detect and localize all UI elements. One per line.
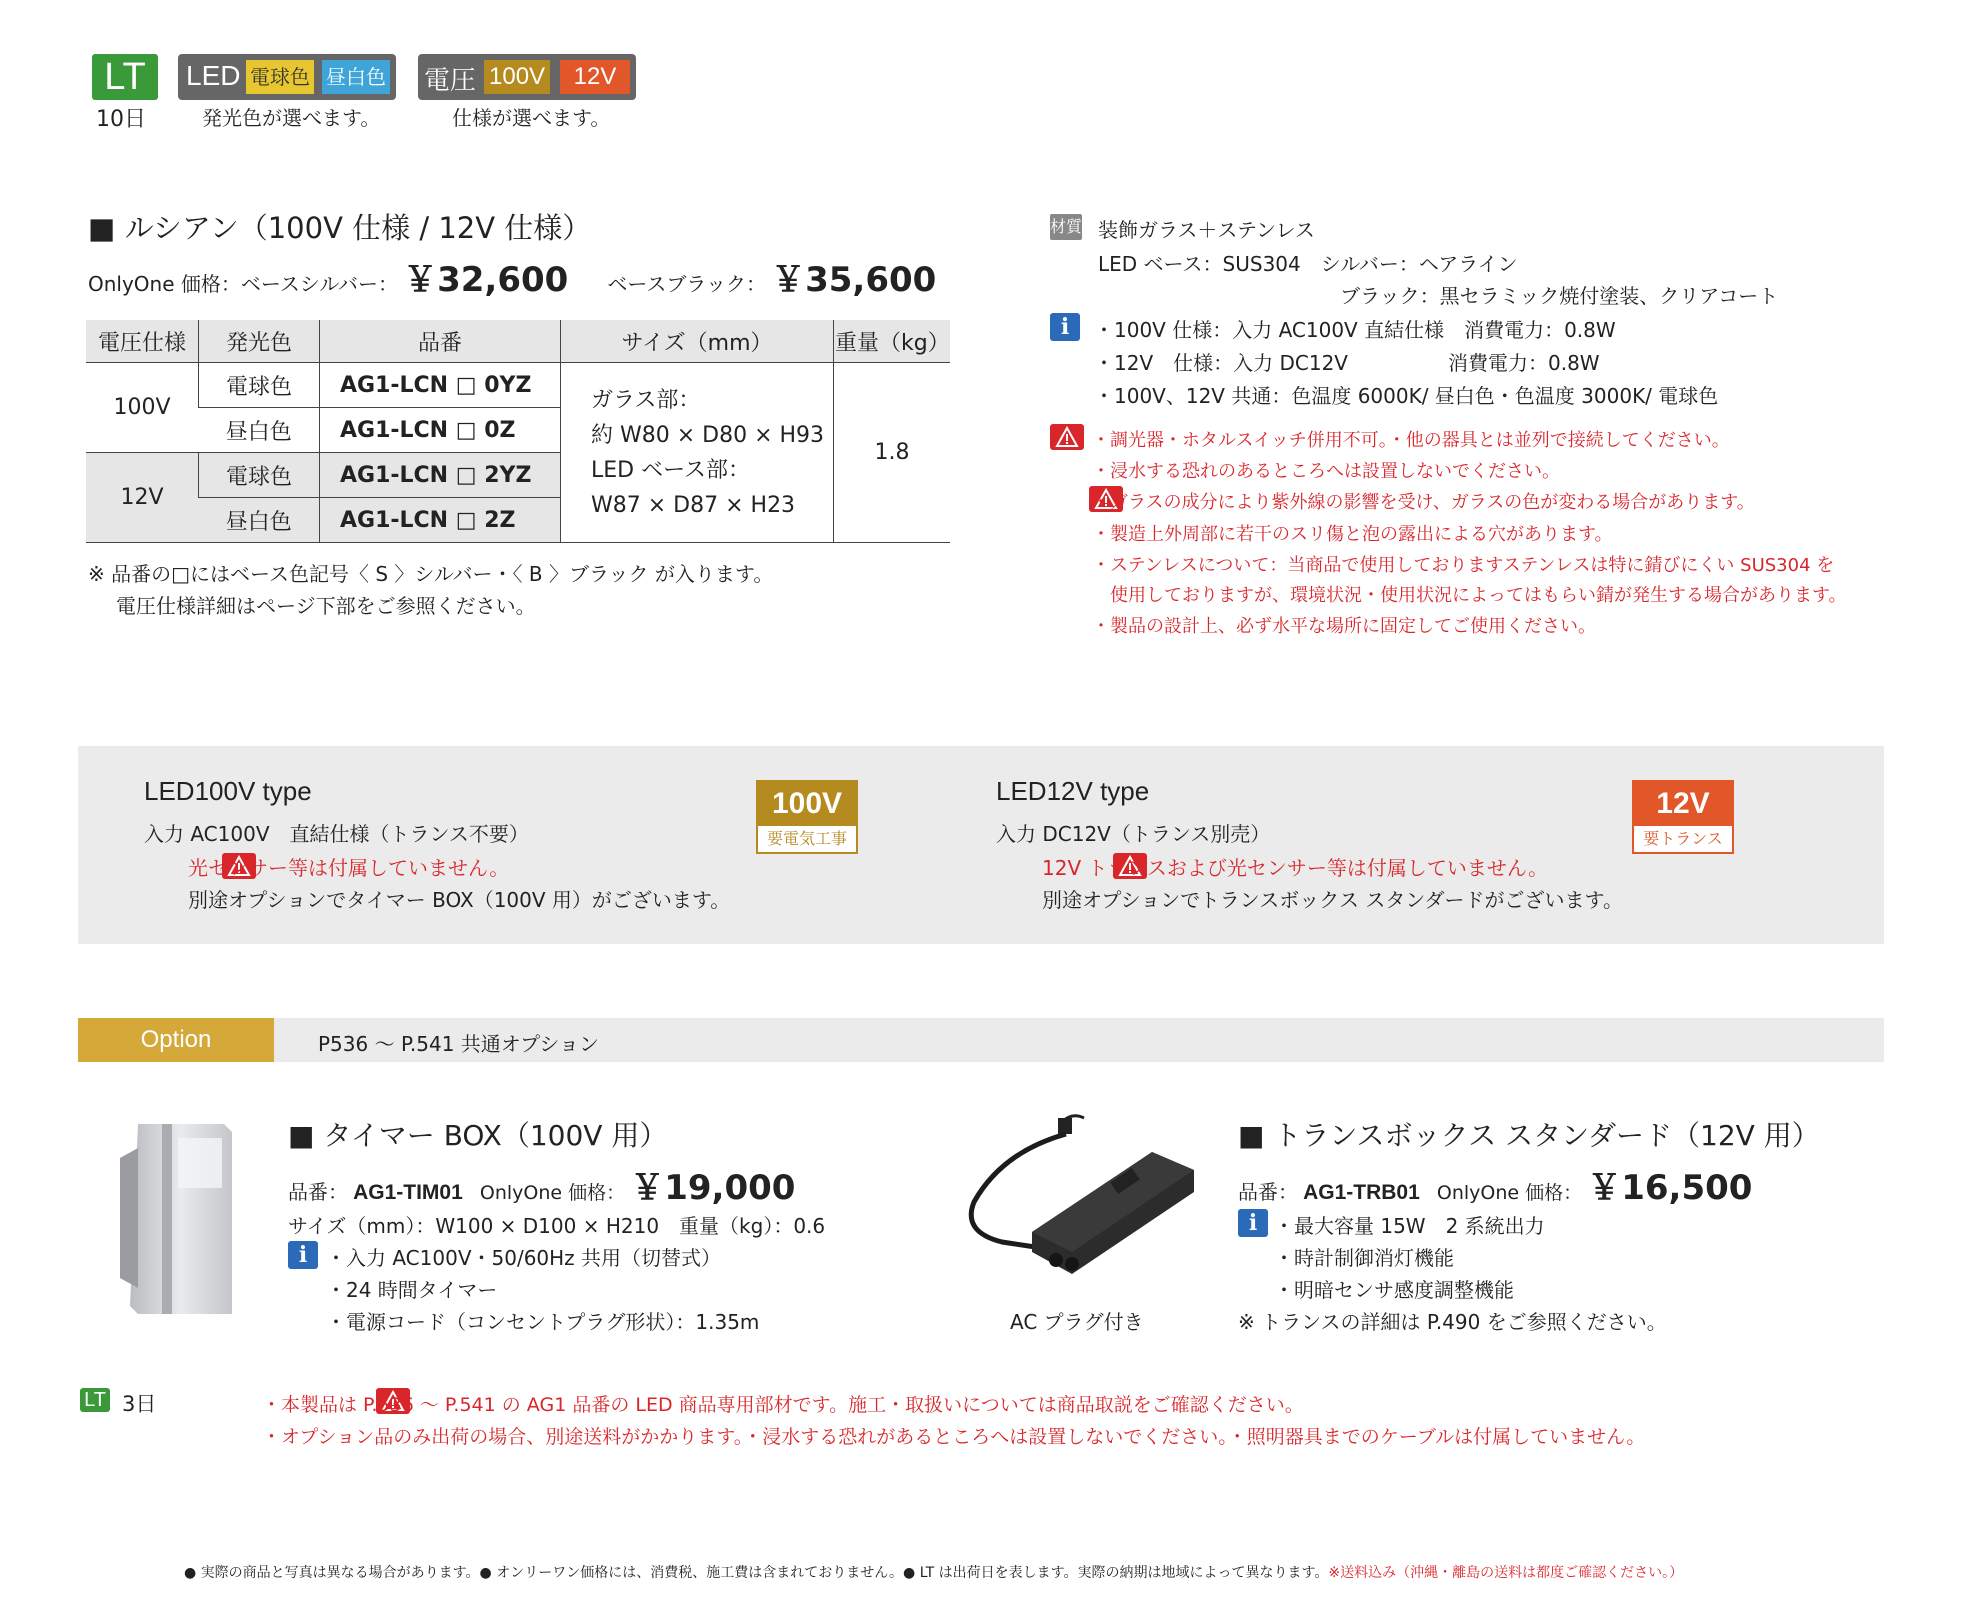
header-color: 発光色: [199, 320, 320, 363]
info-icon: i: [1050, 313, 1080, 341]
size-line: ガラス部：: [591, 387, 701, 413]
price-line: [88, 252, 936, 301]
price-silver: ￥32,600: [403, 260, 569, 300]
led-badge: [178, 54, 396, 100]
warning-line: ・ステンレスについて：当商品で使用しておりますステンレスは特に錆びにくい SUS304 を: [1092, 555, 1835, 576]
lt-badge: LT: [92, 54, 158, 100]
warning-line: ・製造上外周部に若干のスリ傷と泡の露出による穴があります。: [1092, 524, 1613, 545]
code-cell: AG1-LCN □ 2YZ: [320, 453, 561, 498]
color-cell: 昼白色: [199, 408, 320, 453]
timer-price: ￥19,000: [630, 1168, 796, 1208]
lt-days: 10日: [96, 107, 146, 132]
footer-text: ● 実際の商品と写真は異なる場合があります。● オンリーワン価格には、消費税、施工費は含まれておりません。● LT は出荷日を表します。実際の納期は地域によって異なります。: [184, 1565, 1329, 1581]
footer-red: ※送料込み（沖縄・離島の送料は都度ご確認ください。）: [1328, 1565, 1684, 1581]
size-cell: [561, 363, 834, 543]
trans-info-3: ・明暗センサ感度調整機能: [1274, 1278, 1514, 1302]
type-100-badge-bottom: 要電気工事: [758, 826, 856, 852]
timer-code: AG1-TIM01: [353, 1181, 463, 1204]
type-100-badge: [756, 780, 858, 854]
header-weight: 重量（kg）: [834, 320, 951, 363]
timer-box-image: [118, 1118, 238, 1318]
code-cell: AG1-LCN □ 0YZ: [320, 363, 561, 408]
trans-info-2: ・時計制御消灯機能: [1274, 1246, 1454, 1270]
timer-price-label: OnlyOne 価格：: [479, 1182, 626, 1204]
type-12-desc: 入力 DC12V（トランス別売）: [996, 822, 1271, 846]
trans-title: ■ トランスボックス スタンダード（12V 用）: [1238, 1119, 1820, 1152]
info-line-3: ・100V、12V 共通：色温度 6000K/ 昼白色・色温度 3000K/ 電球色: [1094, 384, 1719, 408]
led-label: LED: [186, 60, 241, 91]
voltage-label: 電圧: [424, 66, 477, 96]
option-text: P536 〜 P.541 共通オプション: [318, 1032, 599, 1056]
type-100-desc: 入力 AC100V 直結仕様（トランス不要）: [144, 822, 529, 846]
header-voltage: 電圧仕様: [86, 320, 199, 363]
material-line-3: ブラック：黒セラミック焼付塗装、クリアコート: [1340, 284, 1779, 308]
led-caption: 発光色が選べます。: [202, 106, 381, 130]
warning-line: ・製品の設計上、必ず水平な場所に固定してご使用ください。: [1092, 616, 1596, 637]
voltage-12-cell: 12V: [86, 453, 199, 543]
led-day-chip: 昼白色: [322, 60, 390, 94]
size-line: W87 × D87 × H23: [591, 492, 796, 518]
price-black-label: ベースブラック：: [607, 272, 766, 296]
trans-code-prefix: 品番：: [1238, 1180, 1298, 1204]
timer-size: サイズ（mm）：W100 × D100 × H210 重量（kg）：0.6: [288, 1214, 826, 1238]
type-12-title: LED12V type: [996, 776, 1150, 806]
note-line-2: 電圧仕様詳細はページ下部をご参照ください。: [116, 594, 536, 618]
timer-info-3: ・電源コード（コンセントプラグ形状）：1.35m: [326, 1310, 760, 1334]
led-warm-chip: 電球色: [246, 60, 314, 94]
material-line-1: 装飾ガラス＋ステンレス: [1098, 218, 1315, 242]
color-cell: 電球色: [199, 453, 320, 498]
footer: [184, 1562, 1683, 1582]
header-size: サイズ（mm）: [561, 320, 834, 363]
type-100-title: LED100V type: [144, 776, 312, 806]
timer-title: ■ タイマー BOX（100V 用）: [288, 1119, 668, 1152]
voltage-badge: [418, 54, 636, 100]
timer-info-2: ・24 時間タイマー: [326, 1278, 498, 1302]
product-title: ■ ルシアン（100V 仕様 / 12V 仕様）: [88, 211, 592, 245]
trans-box-image: [962, 1112, 1202, 1282]
trans-price: ￥16,500: [1587, 1168, 1753, 1208]
type-12-note: 別途オプションでトランスボックス スタンダードがございます。: [1042, 888, 1623, 912]
voltage-100-cell: 100V: [86, 363, 199, 453]
material-badge: 材質: [1050, 214, 1082, 240]
size-line: LED ベース部：: [591, 457, 750, 483]
voltage-caption: 仕様が選べます。: [452, 106, 611, 130]
size-line: 約 W80 × D80 × H93: [591, 422, 825, 448]
spec-table: [86, 320, 950, 543]
type-12-badge-bottom: 要トランス: [1634, 826, 1732, 852]
type-100-note: 別途オプションでタイマー BOX（100V 用）がございます。: [188, 888, 731, 912]
lt-badge: LT: [80, 1388, 110, 1412]
info-icon: i: [288, 1241, 318, 1269]
color-cell: 昼白色: [199, 498, 320, 543]
bottom-warning: ・オプション品のみ出荷の場合、別途送料がかかります。・浸水する恐れがあるところへは設置しないでください。・照明器具までのケーブルは付属していません。: [262, 1426, 1646, 1448]
code-cell: AG1-LCN □ 0Z: [320, 408, 561, 453]
trans-info-1: ・最大容量 15W 2 系統出力: [1274, 1214, 1545, 1238]
voltage-100-chip: 100V: [484, 60, 550, 94]
timer-code-line: [288, 1160, 795, 1209]
info-line-1: ・100V 仕様：入力 AC100V 直結仕様 消費電力：0.8W: [1094, 318, 1616, 342]
material-line-2: LED ベース：SUS304 シルバー：ヘアライン: [1098, 252, 1518, 276]
info-line-2: ・12V 仕様：入力 DC12V 消費電力：0.8W: [1094, 351, 1600, 375]
timer-info-1: ・入力 AC100V・50/60Hz 共用（切替式）: [326, 1246, 722, 1270]
warning-line: ・調光器・ホタルスイッチ併用不可。・他の器具とは並列で接続してください。: [1092, 430, 1730, 451]
bottom-warning: ・本製品は P.536 〜 P.541 の AG1 品番の LED 商品専用部材です。施工・取扱いについては商品取説をご確認ください。: [262, 1394, 1304, 1416]
warning-line: 使用しておりますが、環境状況・使用状況によってはもらい錆が発生する場合があります。: [1110, 585, 1847, 606]
code-cell: AG1-LCN □ 2Z: [320, 498, 561, 543]
voltage-12-chip: 12V: [560, 60, 630, 94]
price-prefix: OnlyOne 価格：ベースシルバー：: [88, 272, 398, 296]
trans-code: AG1-TRB01: [1303, 1181, 1420, 1204]
timer-code-prefix: 品番：: [288, 1180, 348, 1204]
type-100-warn: 光センサー等は付属していません。: [188, 856, 510, 880]
type-12-badge: [1632, 780, 1734, 854]
trans-note: ※ トランスの詳細は P.490 をご参照ください。: [1238, 1310, 1667, 1334]
warning-icon: [1050, 424, 1084, 450]
trans-price-label: OnlyOne 価格：: [1436, 1182, 1583, 1204]
table-header-row: [86, 320, 950, 363]
note-line-1: ※ 品番の□にはベース色記号〈 S 〉シルバー・〈 B 〉ブラック が入ります。: [88, 562, 774, 586]
warning-line: ・ガラスの成分により紫外線の影響を受け、ガラスの色が変わる場合があります。: [1092, 492, 1755, 513]
table-row: [86, 363, 950, 408]
color-cell: 電球色: [199, 363, 320, 408]
type-100-badge-top: 100V: [771, 787, 843, 820]
type-12-warn: 12V トランスおよび光センサー等は付属していません。: [1042, 856, 1549, 880]
lt-days: 3日: [122, 1392, 157, 1416]
type-12-badge-top: 12V: [1656, 787, 1710, 820]
trans-caption: AC プラグ付き: [1010, 1310, 1144, 1334]
warning-line: ・浸水する恐れのあるところへは設置しないでください。: [1092, 461, 1560, 482]
trans-code-line: [1238, 1160, 1752, 1209]
weight-cell: 1.8: [834, 363, 951, 543]
option-label: Option: [78, 1018, 274, 1062]
header-code: 品番: [320, 320, 561, 363]
price-black: ￥35,600: [771, 260, 937, 300]
info-icon: i: [1238, 1209, 1268, 1237]
